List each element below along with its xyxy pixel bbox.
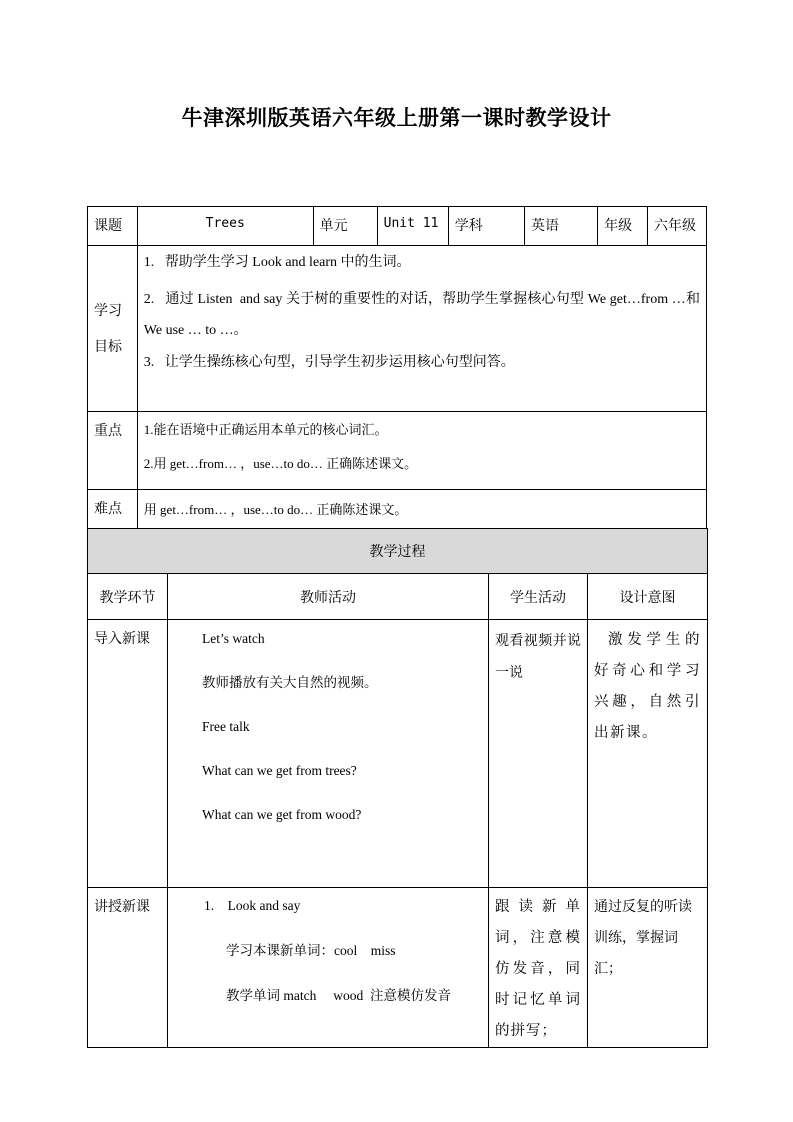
student-activity-cell: 跟读新单词，注意模仿发音，同时记忆单词的拼写； [489, 888, 588, 1048]
objectives-label-line: 学习 [94, 302, 122, 319]
teacher-activity-cell [168, 888, 489, 1048]
keypoint-line: 2.用 get…from… ，use…to do… 正确陈述课文。 [143, 456, 418, 471]
keypoints-content [137, 412, 706, 490]
subject-value: 英语 [525, 207, 598, 246]
difficulty-row [88, 490, 707, 529]
objective-item: 2. 通过 Listen and say 关于树的重要性的对话，帮助学生掌握核心句型 We get…from …和 We use … to …。 [143, 292, 700, 338]
col-teacher: 教师活动 [168, 574, 489, 620]
objectives-label-line: 目标 [94, 338, 122, 355]
keypoint-line: 1.能在语境中正确运用本单元的核心词汇。 [143, 422, 388, 437]
stage-cell: 讲授新课 [88, 888, 168, 1048]
teacher-activity-line: What can we get from wood? [202, 807, 362, 822]
teacher-activity-line: 教学单词 match wood 注意模仿发音 [226, 988, 451, 1003]
process-table [87, 528, 708, 1048]
topic-value: Trees [137, 207, 313, 246]
difficulty-content: 用 get…from… ，use…to do… 正确陈述课文。 [137, 490, 706, 529]
stage-cell: 导入新课 [88, 620, 168, 888]
col-stage: 教学环节 [88, 574, 168, 620]
keypoints-label: 重点 [88, 412, 138, 490]
objectives-row [88, 246, 707, 412]
process-row [88, 888, 708, 1048]
process-header: 教学过程 [88, 529, 708, 574]
process-header-row [88, 529, 708, 574]
teacher-activity-line: 学习本课新单词：cool miss [226, 943, 396, 958]
teacher-activity-cell [168, 620, 489, 888]
unit-label: 单元 [313, 207, 377, 246]
lesson-info-table [87, 206, 707, 529]
keypoints-row [88, 412, 707, 490]
info-row [88, 207, 707, 246]
subject-label: 学科 [448, 207, 524, 246]
objective-item: 3. 让学生操练核心句型，引导学生初步运用核心句型问答。 [143, 355, 515, 370]
teacher-activity-line: 教师播放有关大自然的视频。 [202, 675, 378, 691]
unit-value: Unit 11 [377, 207, 448, 246]
objectives-label [88, 246, 138, 412]
topic-label: 课题 [88, 207, 138, 246]
teacher-activity-line: Free talk [202, 719, 250, 734]
col-student: 学生活动 [489, 574, 588, 620]
teacher-activity-line: Let’s watch [202, 631, 265, 646]
design-intent-cell: 通过反复的听读训练，掌握词汇； [588, 888, 708, 1048]
document-title: 牛津深圳版英语六年级上册第一课时教学设计 [181, 106, 612, 130]
student-activity-cell: 观看视频并说一说 [489, 620, 588, 888]
col-intent: 设计意图 [588, 574, 708, 620]
teacher-activity-line: 1. Look and say [204, 898, 301, 913]
objectives-content [137, 246, 706, 412]
process-column-headers [88, 574, 708, 620]
teacher-activity-line: What can we get from trees? [202, 763, 357, 778]
difficulty-label: 难点 [88, 490, 138, 529]
design-intent-cell: 激发学生的好奇心和学习兴趣，自然引出新课。 [588, 620, 708, 888]
process-row [88, 620, 708, 888]
objective-item: 1. 帮助学生学习 Look and learn 中的生词。 [143, 255, 411, 270]
grade-label: 年级 [598, 207, 648, 246]
grade-value: 六年级 [647, 207, 706, 246]
